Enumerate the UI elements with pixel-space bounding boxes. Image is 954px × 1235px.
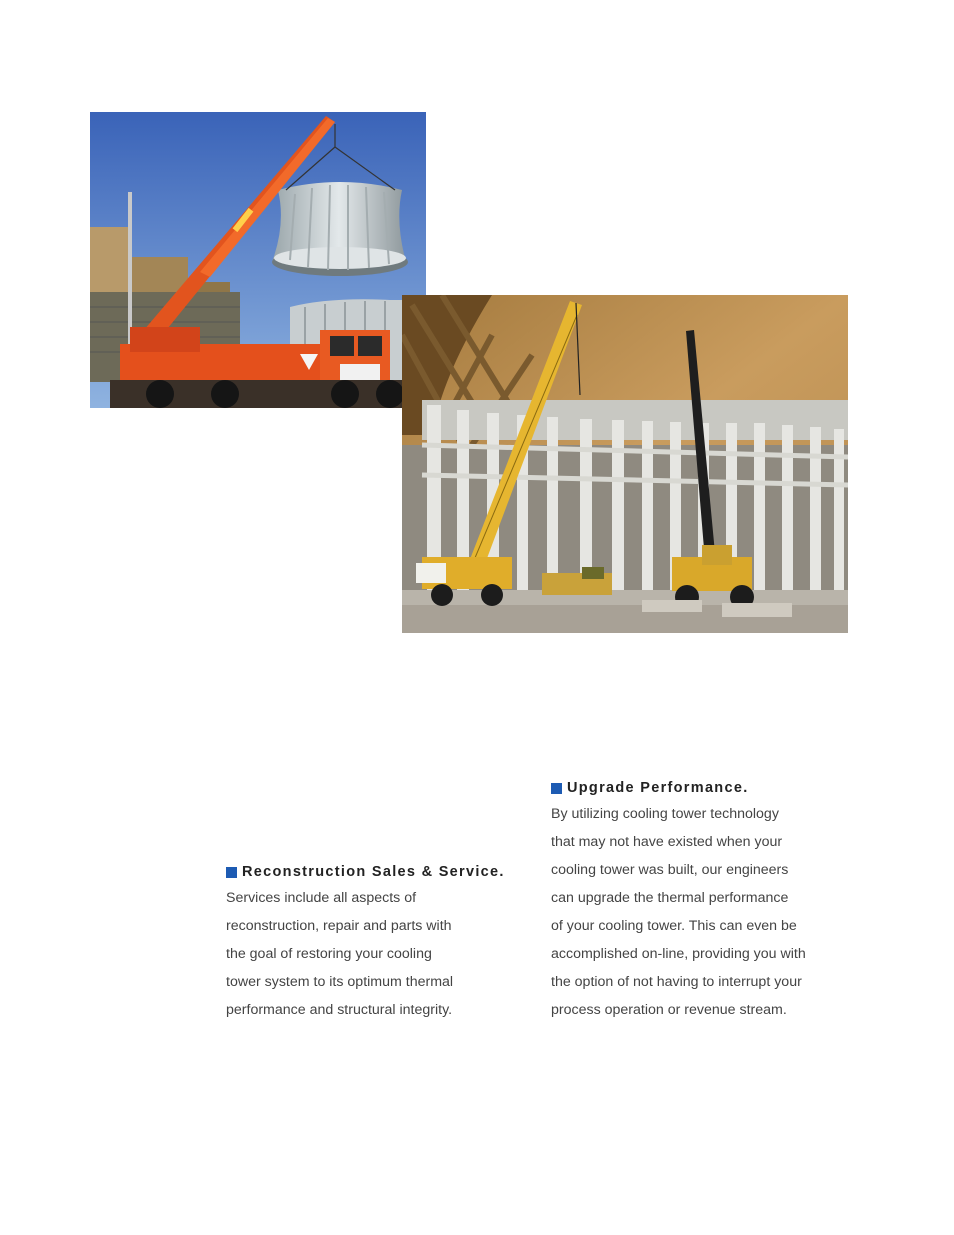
reconstruction-heading-text: Reconstruction Sales & Service. [242,864,505,880]
crane-lifting-fan-stack-photo [90,112,426,408]
body-line: Services include all aspects of [226,890,417,906]
reconstruction-section [226,864,526,1024]
upgrade-heading-text: Upgrade Performance. [567,780,749,796]
body-line: accomplished on-line, providing you with [551,946,806,962]
body-line: process operation or revenue stream. [551,1002,787,1018]
square-bullet-icon [551,783,562,794]
body-line: reconstruction, repair and parts with [226,918,452,934]
cranes-cooling-tower-reconstruction-photo [402,295,848,633]
body-line: By utilizing cooling tower technology [551,806,779,822]
reconstruction-heading [226,864,526,880]
upgrade-heading [551,780,851,796]
upgrade-section [551,780,851,1024]
body-line: can upgrade the thermal performance [551,890,789,906]
body-line: the option of not having to interrupt your [551,974,802,990]
body-line: the goal of restoring your cooling [226,946,432,962]
square-bullet-icon [226,867,237,878]
reconstruction-body [226,884,526,1024]
body-line: of your cooling tower. This can even be [551,918,797,934]
body-line: that may not have existed when your [551,834,783,850]
upgrade-body [551,800,851,1024]
body-line: cooling tower was built, our engineers [551,862,789,878]
body-line: tower system to its optimum thermal [226,974,454,990]
body-line: performance and structural integrity. [226,1002,453,1018]
